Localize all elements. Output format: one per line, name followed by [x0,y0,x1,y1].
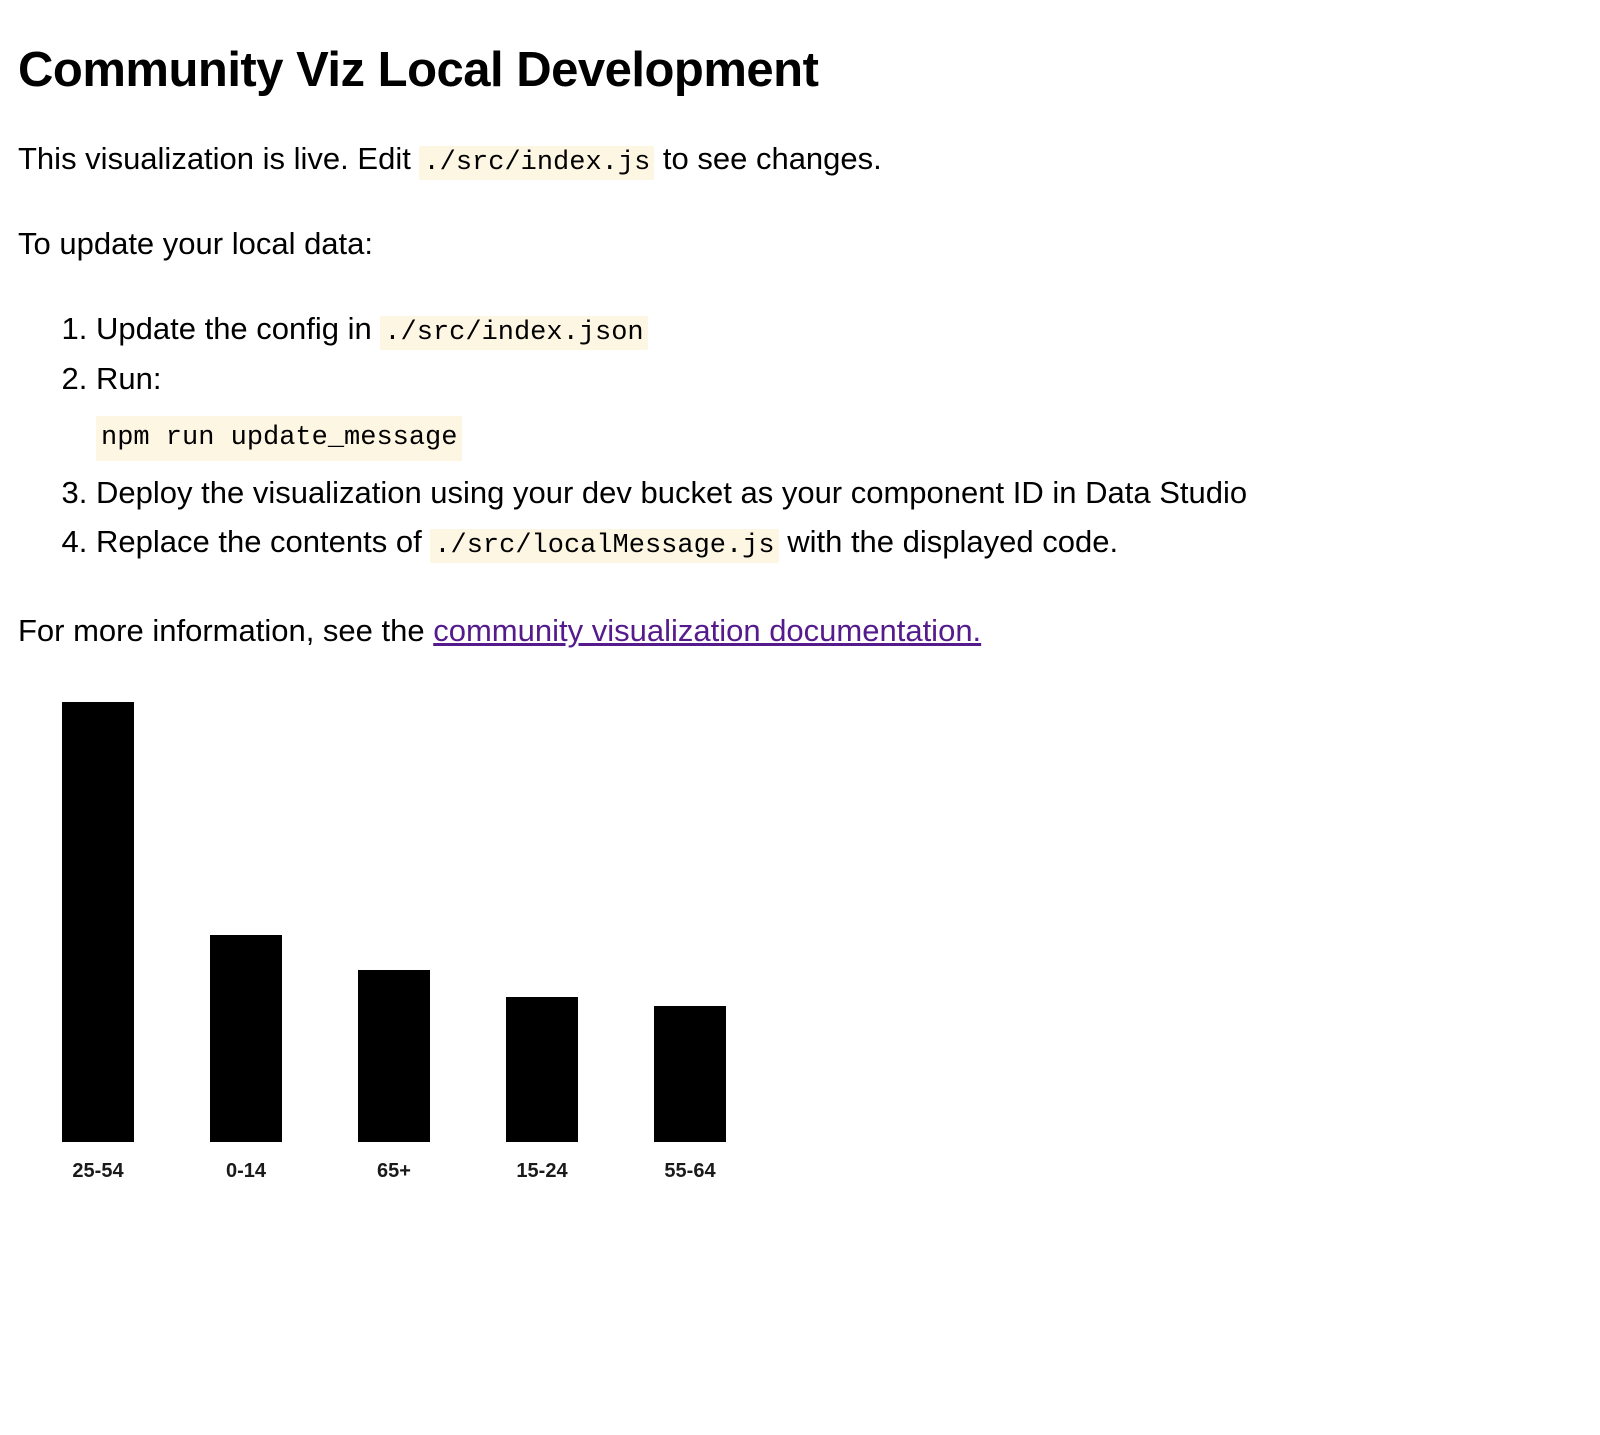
bar-category-label: 15-24 [516,1160,568,1183]
community-visualization-documentation-link[interactable]: community visualization documentation. [433,613,982,649]
page-title: Community Viz Local Development [18,43,819,97]
intro-paragraph [18,138,1560,181]
bar-category-label: 0-14 [225,1160,267,1183]
bar-chart [54,694,814,1194]
bar-column [358,970,430,1183]
list-item [96,357,1560,467]
list-item [96,307,1560,353]
bar-group [54,702,814,1183]
list-item [96,471,1560,516]
bar-column [506,997,578,1183]
step-1-code-path: ./src/index.json [380,316,647,350]
bar [506,997,578,1142]
npm-command-block: npm run update_message [96,416,462,461]
footer-text-before: For more information, see the [18,613,434,649]
step-4-text-before: Replace the contents of [96,524,431,560]
step-2-text-before: Run: [96,361,162,397]
step-4-code-path: ./src/localMessage.js [430,529,778,563]
intro-code-path: ./src/index.js [419,146,654,180]
steps-list [18,307,1560,566]
bar [62,702,134,1142]
list-item [96,520,1560,566]
bar-category-label: 65+ [377,1160,411,1183]
update-instructions-label: To update your local data: [18,226,374,262]
bar [358,970,430,1142]
bar-column [62,702,134,1183]
footer-paragraph [18,610,1560,652]
step-2-code-block-wrap [96,408,1560,467]
chart-container [18,694,1560,1194]
step-4-text-after: with the displayed code. [778,524,1119,560]
step-3-text: Deploy the visualization using your dev bucket as your component ID in Data Studio [96,475,1248,511]
bar-column [654,1006,726,1183]
bar-category-label: 25-54 [72,1160,124,1183]
bar-column [210,935,282,1183]
intro-text-before: This visualization is live. Edit [18,140,420,176]
step-1-text-before: Update the config in [96,311,381,347]
intro-text-after: to see changes. [654,140,882,176]
bar [210,935,282,1142]
bar [654,1006,726,1142]
bar-category-label: 55-64 [664,1160,716,1183]
